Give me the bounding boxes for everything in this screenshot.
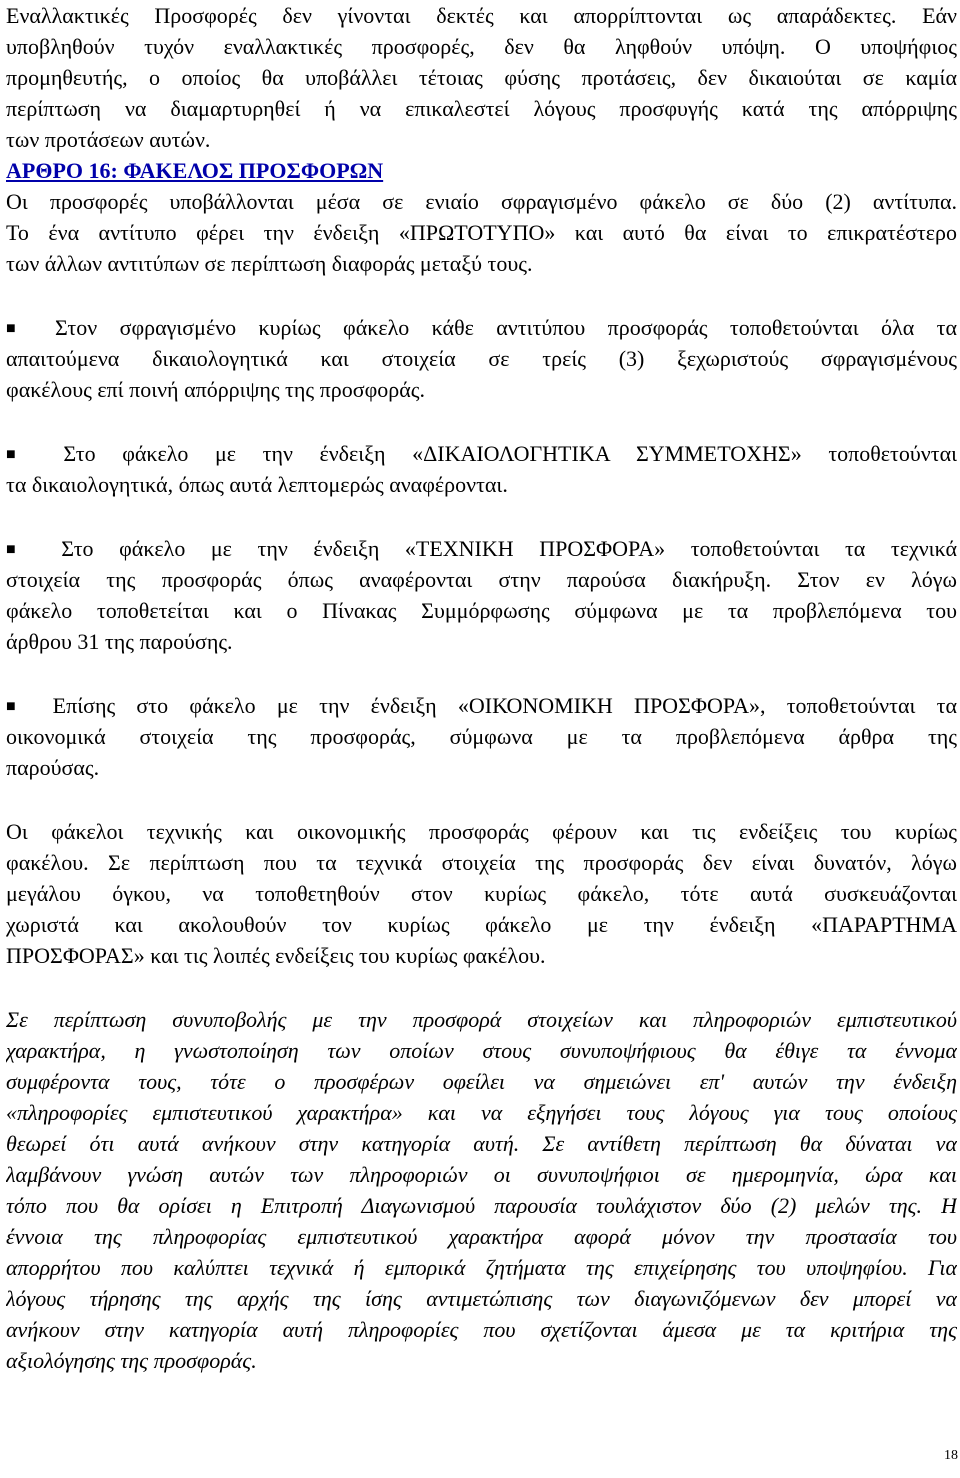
text-line: χωριστά και ακολουθούν τον κυρίως φάκελο με την ένδειξη «ΠΑΡΑΡΤΗΜΑ [6, 912, 957, 937]
text-line: υποβληθούν τυχόν εναλλακτικές προσφορές, δεν θα ληφθούν υπόψη. Ο υποψήφιος [6, 34, 957, 59]
text-line: παρούσας. [6, 755, 100, 780]
text-line: «πληροφορίες εμπιστευτικού χαρακτήρα» και να εξηγήσει τους λόγους για τους οποίους [6, 1100, 957, 1125]
confidential-paragraph [6, 1004, 957, 1376]
text-line: περίπτωση να διαμαρτυρηθεί ή να επικαλεστεί λόγους προσφυγής κατά της απόρριψης [6, 96, 957, 121]
text-line: ■ Στον σφραγισμένο κυρίως φάκελο κάθε αντιτύπου προσφοράς τοποθετούνται όλα τα [6, 315, 957, 340]
text-line: των προτάσεων αυτών. [6, 127, 211, 152]
text-line: Εναλλακτικές Προσφορές δεν γίνονται δεκτές και απορρίπτονται ως απαράδεκτες. Εάν [6, 3, 957, 28]
text-line: άρθρου 31 της παρούσης. [6, 629, 233, 654]
text-line: φάκελο τοποθετείται και ο Πίνακας Συμμόρφωσης σύμφωνα με τα προβλεπόμενα του [6, 598, 957, 623]
bullet-item [6, 533, 957, 657]
text-line: απορρήτου που καλύπτει τεχνικά ή εμπορικά ζητήματα της επιχείρησης του υποψηφίου. Για [6, 1255, 957, 1280]
text-line: οικονομικά στοιχεία της προσφοράς, σύμφωνα με τα προβλεπόμενα άρθρα της [6, 724, 957, 749]
article-section [6, 155, 957, 279]
text-line: χαρακτήρα, η γνωστοποίηση των οποίων στους συνυποψήφιους θα έθιγε τα έννομα [6, 1038, 957, 1063]
text-line: τόπο που θα ορίσει η Επιτροπή Διαγωνισμού παρουσία τουλάχιστον δύο (2) μελών της. Η [6, 1193, 957, 1218]
text-line: προμηθευτής, ο οποίος θα υποβάλλει τέτοιας φύσης προτάσεις, δεν δικαιούται σε καμία [6, 65, 957, 90]
bullet-square-icon: ■ [6, 446, 37, 463]
text-line: Το ένα αντίτυπο φέρει την ένδειξη «ΠΡΩΤΟΤΥΠΟ» και αυτό θα είναι το επικρατέστερο [6, 220, 957, 245]
bullet-item [6, 312, 957, 405]
text-line: στοιχεία της προσφοράς όπως αναφέρονται στην παρούσα διακήρυξη. Στον εν λόγω [6, 567, 957, 592]
text-line: των άλλων αντιτύπων σε περίπτωση διαφοράς μεταξύ τους. [6, 251, 533, 276]
text-line: θεωρεί ότι αυτά ανήκουν στην κατηγορία αυτή. Σε αντίθετη περίπτωση θα δύναται να [6, 1131, 957, 1156]
text-line: ■ Στο φάκελο με την ένδειξη «ΤΕΧΝΙΚΗ ΠΡΟΣΦΟΡΑ» τοποθετούνται τα τεχνικά [6, 536, 957, 561]
document-page [6, 0, 957, 1376]
text-line: μεγάλου όγκου, να τοποθετηθούν στον κυρίως φάκελο, τότε αυτά συσκευάζονται [6, 881, 957, 906]
text-line: λόγους τήρησης της αρχής της ίσης αντιμετώπισης των διαγωνιζόμενων δεν μπορεί να [6, 1286, 957, 1311]
intro-paragraph [6, 0, 957, 155]
bullet-square-icon: ■ [6, 320, 33, 337]
text-line: ■ Επίσης στο φάκελο με την ένδειξη «ΟΙΚΟΝΟΜΙΚΗ ΠΡΟΣΦΟΡΑ», τοποθετούνται τα [6, 693, 957, 718]
text-line: αξιολόγησης της προσφοράς. [6, 1348, 257, 1373]
text-line: ΠΡΟΣΦΟΡΑΣ» και τις λοιπές ενδείξεις του κυρίως φακέλου. [6, 943, 546, 968]
bullet-square-icon: ■ [6, 698, 32, 715]
article-heading: ΑΡΘΡΟ 16: ΦΑΚΕΛΟΣ ΠΡΟΣΦΟΡΩΝ [6, 158, 384, 183]
text-line: συμφέροντα τους, τότε ο προσφέρων οφείλει να σημειώνει επ' αυτών την ένδειξη [6, 1069, 957, 1094]
text-line: Οι φάκελοι τεχνικής και οικονομικής προσφοράς φέρουν και τις ενδείξεις του κυρίως [6, 819, 957, 844]
bullet-square-icon: ■ [6, 541, 36, 558]
text-line: Σε περίπτωση συνυποβολής με την προσφορά στοιχείων και πληροφοριών εμπιστευτικού [6, 1007, 957, 1032]
envelopes-paragraph [6, 816, 957, 971]
text-line: τα δικαιολογητικά, όπως αυτά λεπτομερώς αναφέρονται. [6, 472, 508, 497]
text-line: απαιτούμενα δικαιολογητικά και στοιχεία σε τρείς (3) ξεχωριστούς σφραγισμένους [6, 346, 957, 371]
text-line: Οι προσφορές υποβάλλονται μέσα σε ενιαίο σφραγισμένο φάκελο σε δύο (2) αντίτυπα. [6, 189, 957, 214]
bullet-item [6, 690, 957, 783]
text-line: έννοια της πληροφορίας εμπιστευτικού χαρακτήρα αφορά μόνον την προστασία του [6, 1224, 957, 1249]
text-line: ■ Στο φάκελο με την ένδειξη «ΔΙΚΑΙΟΛΟΓΗΤΙΚΑ ΣΥΜΜΕΤΟΧΗΣ» τοποθετούνται [6, 441, 957, 466]
page-number: 18 [944, 1448, 958, 1463]
text-line: φακέλους επί ποινή απόρριψης της προσφοράς. [6, 377, 425, 402]
bullet-item [6, 438, 957, 500]
text-line: φακέλου. Σε περίπτωση που τα τεχνικά στοιχεία της προσφοράς δεν είναι δυνατόν, λόγω [6, 850, 957, 875]
text-line: λαμβάνουν γνώση αυτών των πληροφοριών οι συνυποψήφιοι σε ημερομηνία, ώρα και [6, 1162, 957, 1187]
text-line: ανήκουν στην κατηγορία αυτή πληροφορίες που σχετίζονται άμεσα με τα κριτήρια της [6, 1317, 957, 1342]
